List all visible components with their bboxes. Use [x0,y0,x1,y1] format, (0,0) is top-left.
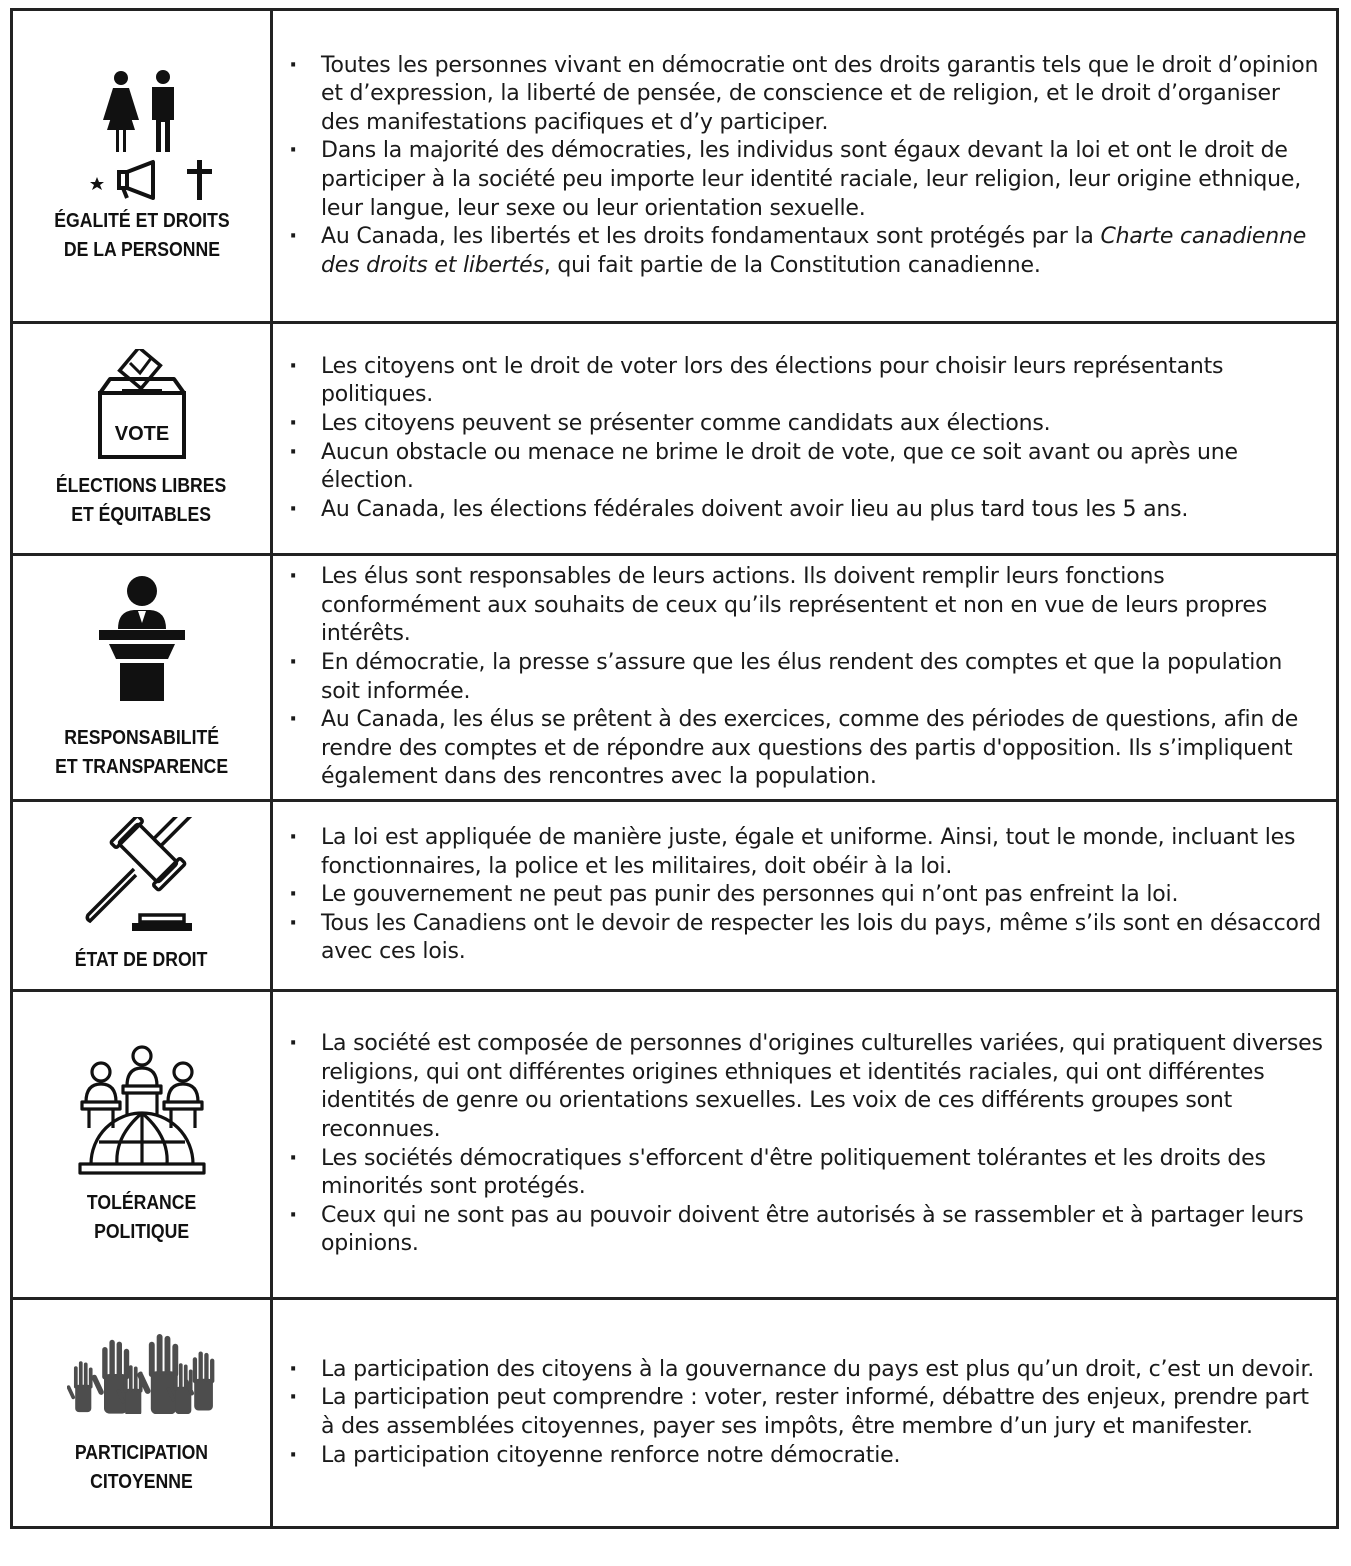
row-egalite-content [273,11,1336,321]
row-egalite [13,11,1336,321]
bullet-item: · Au Canada, les élections fédérales doivent avoir lieu au plus tard tous les 5 ans. [281,496,1324,525]
democracy-principles-table [10,8,1339,1529]
bullet-text: Au Canada, les libertés et les droits fondamentaux sont protégés par la [321,224,1101,250]
row-elections-header [13,324,273,553]
row-participation [13,1297,1336,1526]
bullet-item: · La société est composée de personnes d'origines culturelles variées, qui pratiquent diverses religions, qui ont différentes origines ethniques et identités raciales, qui ont différentes identités de genre ou orientations sexuelles. Les voix de ces différents groupes sont reconnues. [281,1030,1324,1144]
bullet-item: · Ceux qui ne sont pas au pouvoir doivent être autorisés à se rassembler et à partager leurs opinions. [281,1202,1324,1259]
row-etat-de-droit [13,799,1336,989]
row-label-line: DE LA PERSONNE [63,238,220,261]
bullet-list [281,52,1324,281]
raised-hands-icon [67,1330,217,1414]
bullet-item: · Les citoyens ont le droit de voter lors des élections pour choisir leurs représentants politiques. [281,353,1324,410]
row-label-line: CITOYENNE [90,1470,193,1493]
row-egalite-header [13,11,273,321]
bullet-item: · La participation peut comprendre : voter, rester informé, débattre des enjeux, prendre part à des assemblées citoyennes, payer ses impôts, être membre d’un jury et manifester. [281,1384,1324,1441]
row-label-line: ET TRANSPARENCE [54,754,229,778]
row-tolerance-header [13,992,273,1297]
gavel-icon [82,817,202,935]
row-elections-content [273,324,1336,553]
row-etat-de-droit-header [13,802,273,989]
bullet-item: · La loi est appliquée de manière juste, égale et uniforme. Ainsi, tout le monde, incluant les fonctionnaires, la police et les militaires, doit obéir à la loi. [281,824,1324,881]
bullet-list [281,353,1324,525]
bullet-item: · Le gouvernement ne peut pas punir des personnes qui n’ont pas enfreint la loi. [281,881,1324,910]
vote-text: VOTE [114,422,169,445]
bullet-item: · En démocratie, la presse s’assure que les élus rendent des comptes et que la population soit informée. [281,649,1324,706]
bullet-text: , qui fait partie de la Constitution canadienne. [543,252,1041,278]
row-participation-header [13,1300,273,1526]
row-label-line: TOLÉRANCE [86,1190,197,1214]
row-tolerance-content [273,992,1336,1297]
row-responsabilite-header [13,556,273,799]
row-label-line: ET ÉQUITABLES [71,502,212,526]
row-participation-content [273,1300,1336,1526]
row-label-line: ÉGALITÉ ET DROITS [53,209,230,232]
row-responsabilite [13,553,1336,799]
row-elections [13,321,1336,553]
row-label-line: ÉLECTIONS LIBRES [56,473,227,497]
row-label-line: POLITIQUE [93,1219,190,1243]
people-religion-megaphone-icon [57,68,227,200]
ballot-box-icon [92,349,192,461]
bullet-item: · Tous les Canadiens ont le devoir de respecter les lois du pays, même s’ils sont en désaccord avec ces lois. [281,910,1324,967]
bullet-item: · La participation des citoyens à la gouvernance du pays est plus qu’un droit, c’est un devoir. [281,1356,1324,1385]
bullet-list [281,563,1324,792]
bullet-list [281,824,1324,967]
bullet-item: · Les citoyens peuvent se présenter comme candidats aux élections. [281,410,1324,439]
bullet-item: · Toutes les personnes vivant en démocratie ont des droits garantis tels que le droit d’opinion et d’expression, la liberté de pensée, de conscience et de religion, et le droit d’organiser des manifestations pacifiques et d’y participer. [281,52,1324,138]
row-label-line: PARTICIPATION [74,1441,209,1464]
bullet-item: · Les sociétés démocratiques s'efforcent d'être politiquement tolérantes et les droits des minorités sont protégés. [281,1145,1324,1202]
row-tolerance [13,989,1336,1297]
bullet-list [281,1030,1324,1259]
bullet-item: · Dans la majorité des démocraties, les individus sont égaux devant la loi et ont le droit de participer à la société peu importe leur identité raciale, leur religion, leur origine ethnique, leur langue, leur sexe ou leur orientation sexuelle. [281,137,1324,223]
bullet-item: · Au Canada, les élus se prêtent à des exercices, comme des périodes de questions, afin de rendre des comptes et de répondre aux questions des partis d'opposition. Ils s’impliquent également dans des rencontres avec la population. [281,706,1324,792]
people-globe-podiums-icon [77,1044,207,1176]
charter-title: Charte canadienne des droits et libertés [321,224,1307,278]
bullet-item: · La participation citoyenne renforce notre démocratie. [281,1442,1324,1471]
bullet-item [281,223,1324,280]
row-label-line: ÉTAT DE DROIT [75,948,208,971]
bullet-item: · Aucun obstacle ou menace ne brime le droit de vote, que ce soit avant ou après une élection. [281,439,1324,496]
bullet-item: · Les élus sont responsables de leurs actions. Ils doivent remplir leurs fonctions conformément aux souhaits de ceux qu’ils représentent et non en vue de leurs propres intérêts. [281,563,1324,649]
row-etat-de-droit-content [273,802,1336,989]
row-responsabilite-content [273,556,1336,799]
speaker-podium-icon [96,575,188,701]
row-label-line: RESPONSABILITÉ [64,725,219,749]
bullet-list [281,1356,1324,1470]
